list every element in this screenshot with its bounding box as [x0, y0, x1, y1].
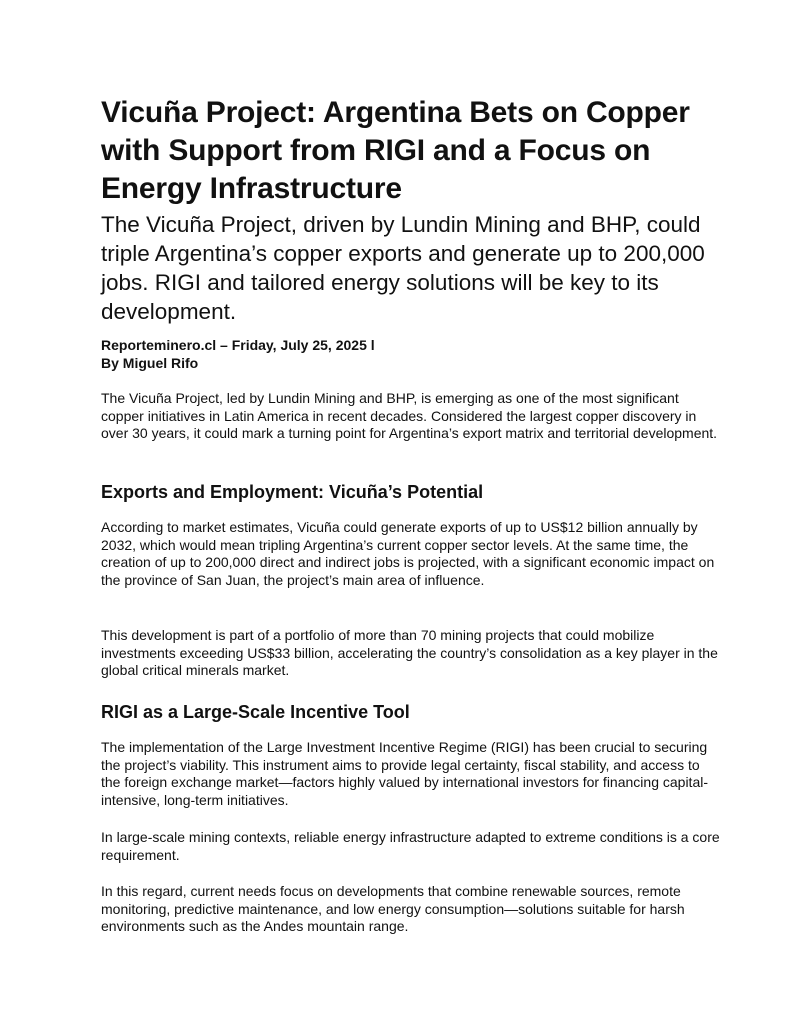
paragraph-exports-1: According to market estimates, Vicuña could generate exports of up to US$12 billion annually by 2032, which would mean tripling Argentina’s current copper sector levels. At the same time, the creation of up to 200,000 direct and indirect jobs is projected, with a significant economic impact on the province of San Juan, the project’s main area of influence. — [101, 519, 715, 588]
author-line: By Miguel Rifo — [101, 355, 199, 371]
section-heading-exports: Exports and Employment: Vicuña’s Potential — [101, 482, 484, 502]
article-subtitle: The Vicuña Project, driven by Lundin Mining and BHP, could triple Argentina’s copper exports and generate up to 200,000 jobs. RIGI and tailored energy solutions will be key to its development. — [101, 212, 705, 324]
byline — [101, 336, 375, 372]
paragraph-rigi-3: In this regard, current needs focus on developments that combine renewable sources, remote monitoring, predictive maintenance, and low energy consumption—solutions suitable for harsh environments such as the Andes mountain range. — [101, 883, 685, 934]
section-heading-rigi: RIGI as a Large-Scale Incentive Tool — [101, 702, 410, 722]
intro-paragraph: The Vicuña Project, led by Lundin Mining and BHP, is emerging as one of the most significant copper initiatives in Latin America in recent decades. Considered the largest copper discovery in over 30 years, it could mark a turning point for Argentina’s export matrix and territorial development. — [101, 390, 718, 441]
paragraph-exports-2: This development is part of a portfolio of more than 70 mining projects that could mobilize investments exceeding US$33 billion, accelerating the country’s consolidation as a key player in the global critical minerals market. — [101, 627, 718, 678]
source-line: Reporteminero.cl – Friday, July 25, 2025 l — [101, 337, 375, 353]
paragraph-rigi-2: In large-scale mining contexts, reliable energy infrastructure adapted to extreme conditions is a core requirement. — [101, 829, 720, 863]
paragraph-rigi-1: The implementation of the Large Investment Incentive Regime (RIGI) has been crucial to securing the project’s viability. This instrument aims to provide legal certainty, fiscal stability, and access to the foreign exchange market—factors highly valued by international investors for financing capital-intensive, long-term initiatives. — [101, 739, 708, 808]
article-title: Vicuña Project: Argentina Bets on Copper with Support from RIGI and a Focus on Energy Infrastructure — [101, 96, 690, 205]
